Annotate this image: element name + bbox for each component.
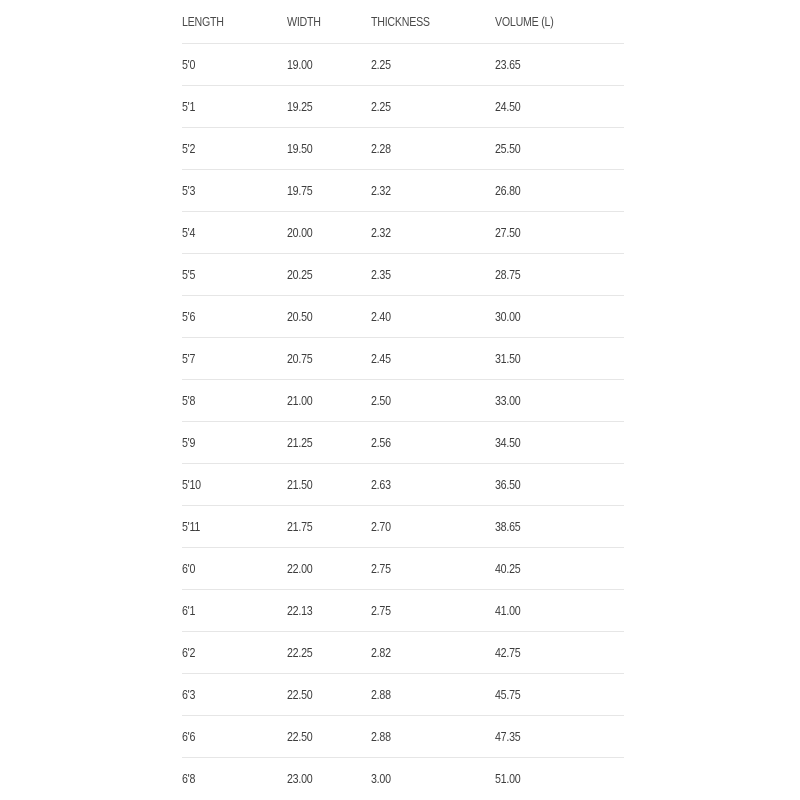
table-body: [182, 44, 624, 800]
length-cell: 5'9: [182, 422, 287, 464]
thickness-cell: 2.25: [371, 44, 495, 86]
length-cell: 5'8: [182, 380, 287, 422]
table-row: [182, 170, 624, 212]
header-row: [182, 0, 624, 44]
table-row: [182, 254, 624, 296]
width-cell: 20.50: [287, 296, 371, 338]
volume-cell: 42.75: [495, 632, 624, 674]
volume-cell: 31.50: [495, 338, 624, 380]
table-row: [182, 422, 624, 464]
board-dimensions-table: [182, 0, 624, 799]
thickness-cell: 2.63: [371, 464, 495, 506]
volume-cell: 41.00: [495, 590, 624, 632]
length-cell: 6'6: [182, 716, 287, 758]
thickness-cell: 2.75: [371, 590, 495, 632]
column-header-thickness: THICKNESS: [371, 0, 495, 44]
thickness-cell: 2.82: [371, 632, 495, 674]
width-cell: 20.25: [287, 254, 371, 296]
width-cell: 19.25: [287, 86, 371, 128]
width-cell: 21.00: [287, 380, 371, 422]
width-cell: 22.25: [287, 632, 371, 674]
table-row: [182, 674, 624, 716]
thickness-cell: 2.35: [371, 254, 495, 296]
volume-cell: 23.65: [495, 44, 624, 86]
thickness-cell: 2.28: [371, 128, 495, 170]
volume-cell: 28.75: [495, 254, 624, 296]
table-row: [182, 296, 624, 338]
length-cell: 5'2: [182, 128, 287, 170]
width-cell: 22.50: [287, 674, 371, 716]
volume-cell: 30.00: [495, 296, 624, 338]
width-cell: 20.75: [287, 338, 371, 380]
volume-cell: 45.75: [495, 674, 624, 716]
length-cell: 6'0: [182, 548, 287, 590]
width-cell: 19.50: [287, 128, 371, 170]
length-cell: 5'0: [182, 44, 287, 86]
thickness-cell: 3.00: [371, 771, 391, 786]
length-cell: 5'1: [182, 86, 287, 128]
length-cell: 6'1: [182, 590, 287, 632]
table-row: [182, 716, 624, 758]
table-row: [182, 128, 624, 170]
volume-cell: 38.65: [495, 506, 624, 548]
table-row: [182, 464, 624, 506]
length-cell: 5'4: [182, 212, 287, 254]
table-row: [182, 380, 624, 422]
table-row: [182, 548, 624, 590]
table-row: [182, 632, 624, 674]
width-cell: 19.00: [287, 44, 371, 86]
table-row: [182, 506, 624, 548]
volume-cell: 40.25: [495, 548, 624, 590]
length-cell: 6'2: [182, 632, 287, 674]
volume-cell: 34.50: [495, 422, 624, 464]
thickness-cell: 2.25: [371, 86, 495, 128]
table-row: [182, 44, 624, 86]
table-row: [182, 212, 624, 254]
thickness-cell: 2.32: [371, 212, 495, 254]
length-cell: 6'8: [182, 771, 196, 786]
width-cell: 22.50: [287, 716, 371, 758]
width-cell: 21.75: [287, 506, 371, 548]
thickness-cell: 2.50: [371, 380, 495, 422]
volume-cell: 36.50: [495, 464, 624, 506]
table-row: [182, 590, 624, 632]
table-row: [182, 338, 624, 380]
width-cell: 20.00: [287, 212, 371, 254]
volume-cell: 33.00: [495, 380, 624, 422]
length-cell: 5'6: [182, 296, 287, 338]
width-cell: 23.00: [287, 771, 313, 786]
volume-cell: 26.80: [495, 170, 624, 212]
thickness-cell: 2.75: [371, 548, 495, 590]
column-header-volume: VOLUME (L): [495, 0, 624, 44]
volume-cell: 51.00: [495, 771, 521, 786]
thickness-cell: 2.70: [371, 506, 495, 548]
length-cell: 5'10: [182, 464, 287, 506]
volume-cell: 47.35: [495, 716, 624, 758]
thickness-cell: 2.32: [371, 170, 495, 212]
length-cell: 5'7: [182, 338, 287, 380]
table-header: [182, 0, 624, 44]
volume-cell: 27.50: [495, 212, 624, 254]
thickness-cell: 2.40: [371, 296, 495, 338]
length-cell: 5'11: [182, 506, 287, 548]
width-cell: 22.00: [287, 548, 371, 590]
thickness-cell: 2.45: [371, 338, 495, 380]
width-cell: 21.50: [287, 464, 371, 506]
thickness-cell: 2.88: [371, 716, 495, 758]
width-cell: 19.75: [287, 170, 371, 212]
width-cell: 22.13: [287, 590, 371, 632]
thickness-cell: 2.88: [371, 674, 495, 716]
table-row: [182, 86, 624, 128]
column-header-width: WIDTH: [287, 0, 371, 44]
volume-cell: 25.50: [495, 128, 624, 170]
volume-cell: 24.50: [495, 86, 624, 128]
table-row: [182, 758, 624, 800]
length-cell: 6'3: [182, 674, 287, 716]
length-cell: 5'3: [182, 170, 287, 212]
width-cell: 21.25: [287, 422, 371, 464]
length-cell: 5'5: [182, 254, 287, 296]
thickness-cell: 2.56: [371, 422, 495, 464]
column-header-length: LENGTH: [182, 0, 287, 44]
